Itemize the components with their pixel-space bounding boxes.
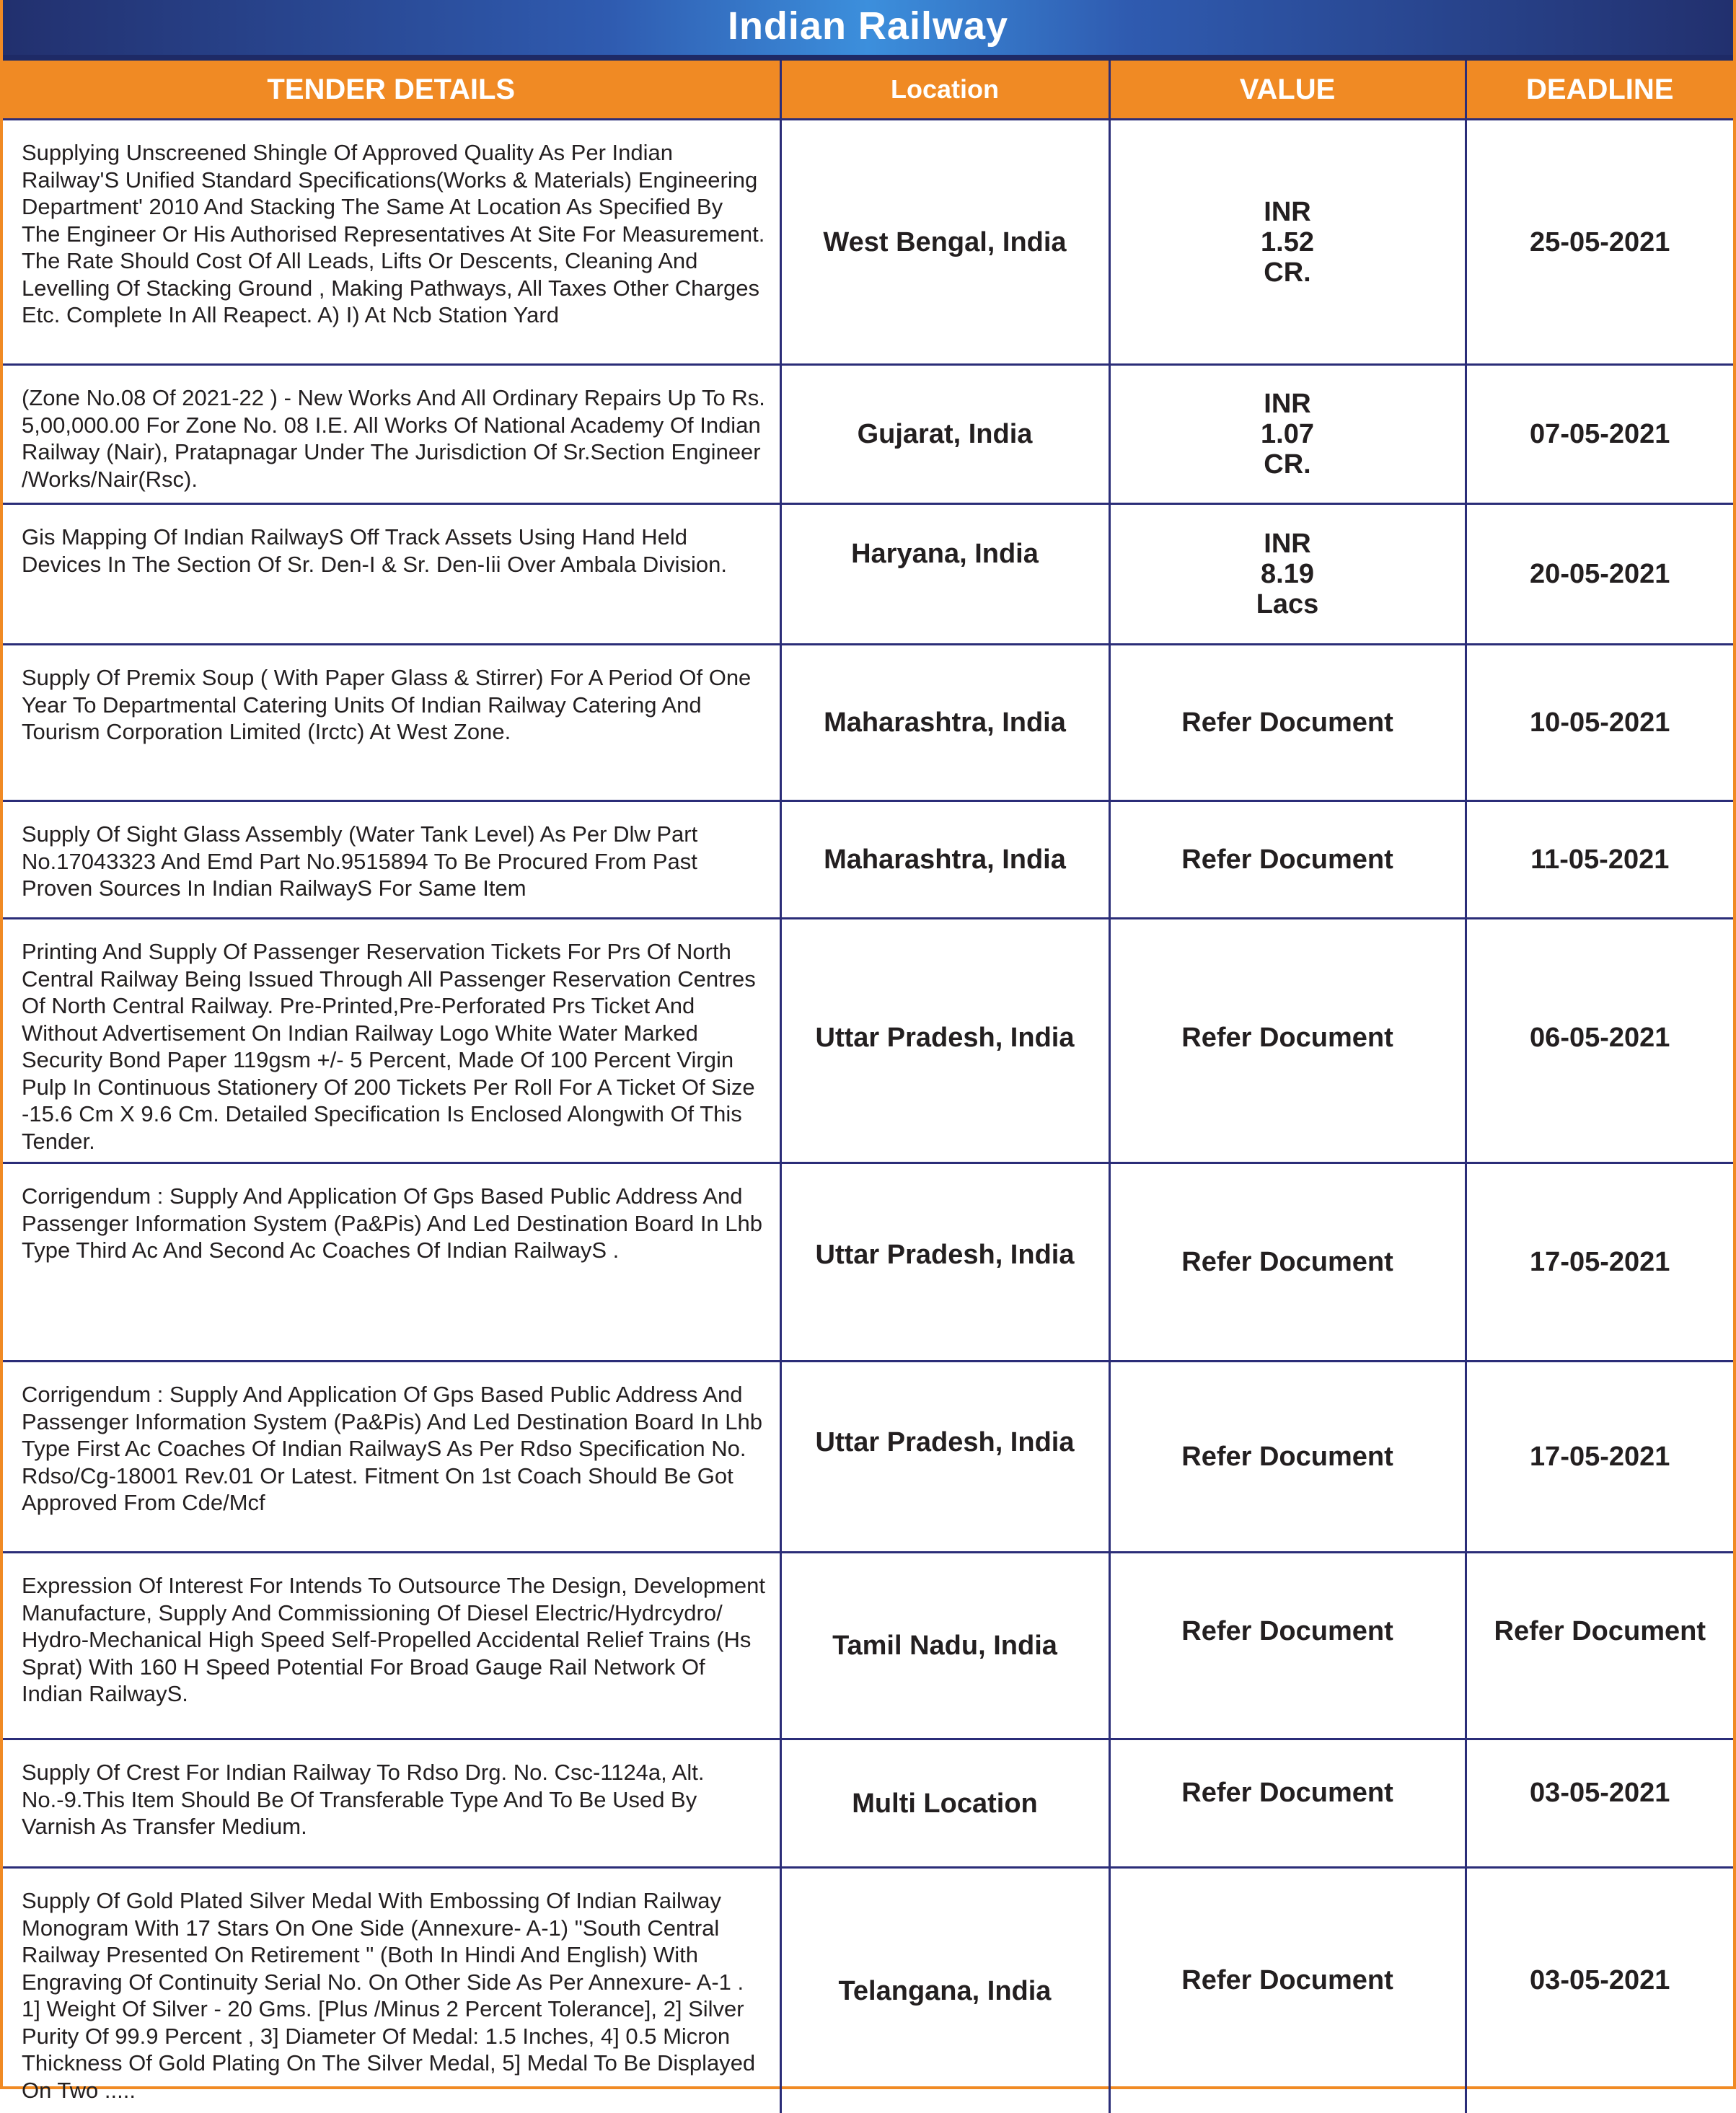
tender-details-cell bbox=[3, 645, 780, 801]
tender-description: Gis Mapping Of Indian RailwayS Off Track Assets Using Hand Held Devices In The Section Of Sr. Den-I & Sr. Den-Iii Over Ambala Division. bbox=[3, 505, 780, 585]
value-cell bbox=[1109, 1362, 1466, 1553]
location-cell bbox=[780, 120, 1109, 365]
tender-details-cell bbox=[3, 801, 780, 919]
deadline: 20-05-2021 bbox=[1530, 559, 1670, 589]
value-line: 8.19 bbox=[1256, 559, 1319, 589]
value-line: Refer Document bbox=[1181, 844, 1393, 875]
value-line: 1.07 bbox=[1261, 419, 1314, 449]
value-line: Refer Document bbox=[1181, 1616, 1393, 1646]
deadline-cell bbox=[1466, 120, 1733, 365]
value-cell bbox=[1109, 1868, 1466, 2113]
value-cell bbox=[1109, 645, 1466, 801]
location-cell bbox=[780, 919, 1109, 1163]
tender-details-cell bbox=[3, 504, 780, 645]
deadline-cell bbox=[1466, 1362, 1733, 1553]
location-cell bbox=[780, 1868, 1109, 2113]
location: Gujarat, India bbox=[858, 419, 1033, 449]
location: Uttar Pradesh, India bbox=[816, 1427, 1075, 1457]
value-line: Refer Document bbox=[1181, 707, 1393, 738]
deadline: 03-05-2021 bbox=[1530, 1965, 1670, 1995]
location-cell bbox=[780, 1739, 1109, 1868]
location: Maharashtra, India bbox=[824, 707, 1066, 738]
deadline: 06-05-2021 bbox=[1530, 1023, 1670, 1053]
tender-details-cell bbox=[3, 919, 780, 1163]
table-row bbox=[3, 1553, 1733, 1739]
location-cell bbox=[780, 645, 1109, 801]
table-row bbox=[3, 365, 1733, 504]
deadline-cell bbox=[1466, 1163, 1733, 1362]
location: Tamil Nadu, India bbox=[832, 1631, 1057, 1661]
page-title: Indian Railway bbox=[3, 0, 1733, 55]
value-line: Refer Document bbox=[1181, 1023, 1393, 1053]
deadline-cell bbox=[1466, 645, 1733, 801]
value-line: CR. bbox=[1261, 449, 1314, 480]
location: Haryana, India bbox=[851, 539, 1039, 569]
value-line: INR bbox=[1261, 197, 1314, 227]
value-cell bbox=[1109, 1163, 1466, 1362]
value-line: INR bbox=[1256, 529, 1319, 559]
location-cell bbox=[780, 1553, 1109, 1739]
value-line: Refer Document bbox=[1181, 1778, 1393, 1808]
deadline-cell bbox=[1466, 504, 1733, 645]
location-cell bbox=[780, 1362, 1109, 1553]
table-row bbox=[3, 1739, 1733, 1868]
tender-details-cell bbox=[3, 120, 780, 365]
value-cell bbox=[1109, 919, 1466, 1163]
tender-description: Expression Of Interest For Intends To Outsource The Design, Development Manufacture, Supply And Commissioning Of Diesel Electric/Hydrcydro/ Hydro-Mechanical High Speed Self-Propelled Accidental Relief Trains (Hs Sprat) With 160 H Speed Potential For Broad Gauge Rail Network Of Indian RailwayS. bbox=[3, 1553, 780, 1715]
table-row bbox=[3, 1163, 1733, 1362]
value-line: 1.52 bbox=[1261, 227, 1314, 257]
location-cell bbox=[780, 365, 1109, 504]
value-line: INR bbox=[1261, 389, 1314, 419]
deadline: Refer Document bbox=[1494, 1616, 1706, 1646]
location-cell bbox=[780, 1163, 1109, 1362]
header-tender-details: TENDER DETAILS bbox=[3, 61, 780, 120]
location: Uttar Pradesh, India bbox=[816, 1240, 1075, 1270]
tender-details-cell bbox=[3, 1739, 780, 1868]
header-location: Location bbox=[780, 61, 1109, 120]
tender-details-cell bbox=[3, 1163, 780, 1362]
deadline: 11-05-2021 bbox=[1530, 844, 1669, 875]
value-cell bbox=[1109, 365, 1466, 504]
title-underline bbox=[3, 55, 1733, 61]
tender-description: Supply Of Sight Glass Assembly (Water Tank Level) As Per Dlw Part No.17043323 And Emd Part No.9515894 To Be Procured From Past Proven Sources In Indian RailwayS For Same Item bbox=[3, 802, 780, 909]
deadline: 10-05-2021 bbox=[1530, 707, 1670, 738]
value-line: Refer Document bbox=[1181, 1965, 1393, 1995]
tender-details-cell bbox=[3, 1868, 780, 2113]
tender-description: Supply Of Premix Soup ( With Paper Glass & Stirrer) For A Period Of One Year To Departmental Catering Units Of Indian Railway Catering And Tourism Corporation Limited (Irctc) At West Zone. bbox=[3, 645, 780, 753]
tender-description: (Zone No.08 Of 2021-22 ) - New Works And All Ordinary Repairs Up To Rs. 5,00,000.00 For Zone No. 08 I.E. All Works Of National Academy Of Indian Railway (Nair), Pratapnagar Under The Jurisdiction Of Sr.Section Engineer /Works/Nair(Rsc). bbox=[3, 366, 780, 500]
tender-description: Corrigendum : Supply And Application Of Gps Based Public Address And Passenger Information System (Pa&Pis) And Led Destination Board In Lhb Type First Ac Coaches Of Indian RailwayS As Per Rdso Specification No. Rdso/Cg-18001 Rev.01 Or Latest. Fitment On 1st Coach Should Be Got Approved From Cde/Mcf bbox=[3, 1362, 780, 1524]
value-cell bbox=[1109, 1553, 1466, 1739]
value-line: Refer Document bbox=[1181, 1247, 1393, 1277]
header-row bbox=[3, 61, 1733, 120]
table-row bbox=[3, 1868, 1733, 2113]
tender-description: Printing And Supply Of Passenger Reservation Tickets For Prs Of North Central Railway Being Issued Through All Passenger Reservation Centres Of North Central Railway. Pre-Printed,Pre-Perforated Prs Ticket And Without Advertisement On Indian Railway Logo White Water Marked Security Bond Paper 119gsm +/- 5 Percent, Made Of 100 Percent Virgin Pulp In Continuous Stationery Of 200 Tickets Per Roll For A Ticket Of Size -15.6 Cm X 9.6 Cm. Detailed Specification Is Enclosed Alongwith Of This Tender. bbox=[3, 919, 780, 1162]
value-line: Lacs bbox=[1256, 589, 1319, 619]
deadline: 17-05-2021 bbox=[1530, 1442, 1670, 1472]
deadline-cell bbox=[1466, 365, 1733, 504]
location: Uttar Pradesh, India bbox=[816, 1023, 1075, 1053]
tender-description: Supply Of Crest For Indian Railway To Rdso Drg. No. Csc-1124a, Alt. No.-9.This Item Should Be Of Transferable Type And To Be Used By Varnish As Transfer Medium. bbox=[3, 1740, 780, 1848]
value-cell bbox=[1109, 801, 1466, 919]
table-row bbox=[3, 801, 1733, 919]
header-deadline: DEADLINE bbox=[1466, 61, 1733, 120]
table-row bbox=[3, 120, 1733, 365]
tender-description: Corrigendum : Supply And Application Of Gps Based Public Address And Passenger Information System (Pa&Pis) And Led Destination Board In Lhb Type Third Ac And Second Ac Coaches Of Indian RailwayS . bbox=[3, 1164, 780, 1271]
table-row bbox=[3, 919, 1733, 1163]
value-line: CR. bbox=[1261, 257, 1314, 288]
deadline: 07-05-2021 bbox=[1530, 419, 1670, 449]
deadline: 17-05-2021 bbox=[1530, 1247, 1670, 1277]
value-cell bbox=[1109, 120, 1466, 365]
location: Maharashtra, India bbox=[824, 844, 1066, 875]
location-cell bbox=[780, 801, 1109, 919]
tender-description: Supplying Unscreened Shingle Of Approved Quality As Per Indian Railway'S Unified Standard Specifications(Works & Materials) Engineering Department' 2010 And Stacking The Same At Location As Specified By The Engineer Or His Authorised Representatives At Site For Measurement. The Rate Should Cost Of All Leads, Lifts Or Descents, Cleaning And Levelling Of Stacking Ground , Making Pathways, All Taxes Other Charges Etc. Complete In All Reapect. A) I) At Ncb Station Yard bbox=[3, 120, 780, 336]
location: Multi Location bbox=[852, 1788, 1038, 1819]
deadline-cell bbox=[1466, 919, 1733, 1163]
tender-details-cell bbox=[3, 365, 780, 504]
deadline-cell bbox=[1466, 1553, 1733, 1739]
tender-details-cell bbox=[3, 1553, 780, 1739]
table-row bbox=[3, 645, 1733, 801]
tender-details-cell bbox=[3, 1362, 780, 1553]
deadline-cell bbox=[1466, 1868, 1733, 2113]
value-line: Refer Document bbox=[1181, 1442, 1393, 1472]
deadline-cell bbox=[1466, 801, 1733, 919]
tender-description: Supply Of Gold Plated Silver Medal With Embossing Of Indian Railway Monogram With 17 Stars On One Side (Annexure- A-1) "South Central Railway Presented On Retirement " (Both In Hindi And English) With Engraving Of Continuity Serial No. On Other Side As Per Annexure- A-1 . 1] Weight Of Silver - 20 Gms. [Plus /Minus 2 Percent Tolerance], 2] Silver Purity Of 99.9 Percent , 3] Diameter Of Medal: 1.5 Inches, 4] 0.5 Micron Thickness Of Gold Plating On The Silver Medal, 5] Medal To Be Displayed On Two ..... bbox=[3, 1869, 780, 2111]
table-row bbox=[3, 504, 1733, 645]
value-cell bbox=[1109, 504, 1466, 645]
header-value: VALUE bbox=[1109, 61, 1466, 120]
location: Telangana, India bbox=[839, 1976, 1052, 2006]
location-cell bbox=[780, 504, 1109, 645]
tender-table bbox=[3, 61, 1733, 2113]
value-cell bbox=[1109, 1739, 1466, 1868]
table-row bbox=[3, 1362, 1733, 1553]
deadline: 25-05-2021 bbox=[1530, 227, 1670, 257]
deadline: 03-05-2021 bbox=[1530, 1778, 1670, 1808]
location: West Bengal, India bbox=[823, 227, 1066, 257]
deadline-cell bbox=[1466, 1739, 1733, 1868]
